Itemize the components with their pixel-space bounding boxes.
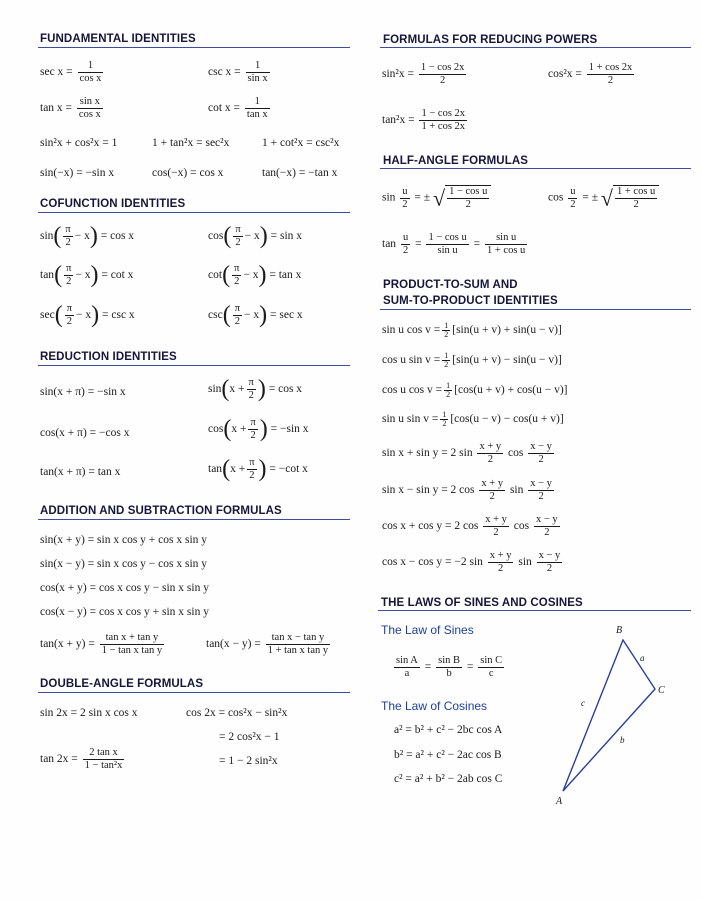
numerator: 1 xyxy=(444,321,449,330)
denominator: b xyxy=(436,667,462,680)
rhs: = sin x xyxy=(270,230,303,243)
sum-cos-minus-cos xyxy=(382,550,564,575)
rhs: = −cot x xyxy=(269,463,308,476)
fn-name: sec xyxy=(40,309,55,322)
formula-tan-half xyxy=(382,232,529,257)
identity-tan xyxy=(40,96,105,121)
numerator: π xyxy=(234,263,240,274)
tan-lhs: tan x = xyxy=(40,102,73,115)
denominator: sin x xyxy=(247,73,268,84)
denominator: 1 − tan²x xyxy=(84,760,123,771)
fraction-1 xyxy=(426,232,468,257)
equals-pm: = ± xyxy=(414,191,431,204)
rhs: [cos(u + v) + cos(u − v)] xyxy=(454,384,568,397)
sum-sin-plus-sin xyxy=(382,441,556,466)
heading-rule xyxy=(380,309,691,310)
lhs: tan(x − y) = xyxy=(206,638,261,651)
minus-x: − x xyxy=(244,230,260,243)
reduction-tan-half-pi: tan(x + $\frac{\pi}{2}$ ) = −cot x xyxy=(208,456,308,482)
product-sin-cos xyxy=(382,322,562,339)
numerator: u xyxy=(402,185,408,197)
denominator: 2 xyxy=(247,389,256,402)
lhs: tan 2x = xyxy=(40,753,78,766)
fn-name: cos xyxy=(208,423,224,436)
numerator: x − y xyxy=(538,550,561,561)
numerator: π xyxy=(250,417,256,428)
minus-x: − x xyxy=(76,309,92,322)
product-cos-sin xyxy=(382,352,562,369)
numerator: sin x xyxy=(79,96,100,107)
numerator: tan x + tan y xyxy=(105,632,159,643)
sum-cos-plus-cos xyxy=(382,514,562,539)
formula-cos-half xyxy=(548,185,659,211)
reduction-sin-pi: sin(x + π) = −sin x xyxy=(40,386,126,398)
fraction-2 xyxy=(485,232,527,257)
pythagorean-identity-1: sin²x + cos²x = 1 xyxy=(40,137,118,149)
pi-over-2 xyxy=(247,457,256,482)
cot-lhs: cot x = xyxy=(208,102,241,115)
vertex-label-b: B xyxy=(616,625,623,636)
heading-cofunction-identities: COFUNCTION IDENTITIES xyxy=(40,198,186,210)
denominator: 1 − tan x tan y xyxy=(101,645,163,656)
denominator: 2 xyxy=(233,315,242,328)
pi-over-2 xyxy=(232,263,241,288)
formula-sin-double: sin 2x = 2 sin x cos x xyxy=(40,707,138,719)
formula-sin-squared xyxy=(382,62,468,87)
denominator: 2 xyxy=(248,429,257,442)
fraction xyxy=(615,186,657,211)
denominator: sin u xyxy=(426,244,468,257)
formula-sin-half xyxy=(382,185,491,211)
identity-cot xyxy=(208,96,272,121)
numerator: π xyxy=(66,263,72,274)
law-of-sines-formula xyxy=(392,655,506,680)
lhs: tan²x = xyxy=(382,114,415,127)
fn-name: tan xyxy=(208,463,223,476)
numerator: x − y xyxy=(535,514,558,525)
identity-sec xyxy=(40,60,105,85)
numerator: 1 xyxy=(87,60,94,71)
formula-cos-diff: cos(x − y) = cos x cos y + sin x sin y xyxy=(40,606,209,618)
heading-sum-to-product: SUM-TO-PRODUCT IDENTITIES xyxy=(383,295,558,307)
numerator: x + y xyxy=(485,514,507,525)
numerator: sin C xyxy=(480,655,503,666)
heading-rule xyxy=(38,212,350,213)
denominator: 2 xyxy=(477,453,503,466)
pi-over-2 xyxy=(64,263,73,288)
cofunction-sec: sec( $\frac{\pi}{2}$ − x) = csc x xyxy=(40,302,135,328)
x-plus: x + xyxy=(230,463,246,476)
sqrt: √ $\frac{\text{1 + cos u}}{2}$ xyxy=(601,185,659,211)
sec-fraction xyxy=(78,60,104,85)
numerator: 1 xyxy=(444,351,449,360)
numerator: 1 + cos u xyxy=(616,186,656,197)
fraction-a xyxy=(394,655,420,680)
subheading-law-of-sines: The Law of Sines xyxy=(381,623,474,637)
law-of-cosines-c: c² = a² + b² − 2ab cos C xyxy=(394,773,503,785)
fraction xyxy=(587,62,635,87)
pythagorean-identity-3: 1 + cot²x = csc²x xyxy=(262,137,340,149)
denominator: cos x xyxy=(79,73,102,84)
lhs: tan(x + y) = xyxy=(40,638,95,651)
fraction xyxy=(479,478,505,503)
lhs: cos²x = xyxy=(548,68,582,81)
formula-tan-diff xyxy=(206,632,332,657)
sec-lhs: sec x = xyxy=(40,66,73,79)
numerator: π xyxy=(249,457,255,468)
lhs: sin²x = xyxy=(382,68,414,81)
equals: = xyxy=(415,238,422,251)
numerator: 1 − cos u xyxy=(449,186,488,197)
numerator: sin B xyxy=(438,655,461,666)
rhs: = cos x xyxy=(100,230,135,243)
fraction xyxy=(537,550,563,575)
cofunction-sin: sin( $\frac{\pi}{2}$ − x) = cos x xyxy=(40,223,135,249)
fraction-b xyxy=(436,655,462,680)
numerator: 1 xyxy=(446,381,451,390)
rhs: = tan x xyxy=(269,269,302,282)
subheading-law-of-cosines: The Law of Cosines xyxy=(381,699,488,713)
pi-over-2 xyxy=(233,224,242,249)
even-identity-cos: cos(−x) = cos x xyxy=(152,167,224,179)
mid: sin xyxy=(518,556,532,569)
numerator: π xyxy=(65,224,71,235)
mid: sin xyxy=(509,484,524,497)
fraction xyxy=(488,550,514,575)
rhs: [sin(u + v) − sin(u − v)] xyxy=(452,354,562,367)
formula-sin-sum: sin(x + y) = sin x cos y + cos x sin y xyxy=(40,534,208,546)
formula-tan-squared xyxy=(382,108,469,133)
heading-half-angle: HALF-ANGLE FORMULAS xyxy=(383,155,528,167)
fraction xyxy=(534,514,560,539)
numerator: 1 − cos u xyxy=(428,232,467,243)
formula-cos-squared xyxy=(548,62,636,87)
denominator: a xyxy=(394,667,420,680)
numerator: 1 + cos 2x xyxy=(588,62,633,73)
formula-tan-double xyxy=(40,747,126,772)
denominator: 2 xyxy=(488,562,514,575)
fn-name: csc xyxy=(208,309,223,322)
equals: = xyxy=(424,661,432,674)
denominator: 1 + cos u xyxy=(486,245,526,256)
pi-over-2 xyxy=(233,303,242,328)
heading-rule xyxy=(38,365,350,366)
fraction xyxy=(419,108,467,133)
numerator: 1 xyxy=(254,96,260,107)
denominator: 2 xyxy=(446,390,451,399)
formula-cos-double-1: cos 2x = cos²x − sin²x xyxy=(186,707,288,719)
heading-reduction-identities: REDUCTION IDENTITIES xyxy=(40,351,177,363)
numerator: u xyxy=(402,232,409,243)
cofunction-csc: csc( $\frac{\pi}{2}$ − x) = sec x xyxy=(208,302,303,328)
fraction-c xyxy=(478,655,504,680)
pythagorean-identity-2: 1 + tan²x = sec²x xyxy=(152,137,230,149)
rhs: [sin(u + v) + sin(u − v)] xyxy=(452,324,562,337)
heading-laws-sines-cosines: THE LAWS OF SINES AND COSINES xyxy=(381,597,583,609)
numerator: 1 − cos 2x xyxy=(421,108,466,119)
heading-double-angle: DOUBLE-ANGLE FORMULAS xyxy=(40,678,204,690)
denominator: 2 xyxy=(65,315,74,328)
heading-rule xyxy=(378,610,691,611)
minus-x: − x xyxy=(243,269,259,282)
csc-fraction xyxy=(246,60,270,85)
denominator: 2 xyxy=(64,275,73,288)
pi-over-2 xyxy=(248,417,257,442)
one-half xyxy=(440,411,448,428)
lhs: cos x − cos y = −2 sin xyxy=(382,556,483,569)
odd-identity-sin: sin(−x) = −sin x xyxy=(40,167,115,179)
numerator: x − y xyxy=(530,441,552,452)
denominator: 2 xyxy=(442,419,447,428)
fn-name: cos xyxy=(208,230,224,243)
numerator: sin A xyxy=(396,655,418,666)
denominator: 2 xyxy=(528,453,554,466)
denominator: 2 xyxy=(483,526,509,539)
fn-name: tan xyxy=(382,238,397,251)
product-cos-cos xyxy=(382,382,568,399)
side-label-b: b xyxy=(620,735,625,745)
denominator: 2 xyxy=(419,74,467,87)
numerator: 1 − cos 2x xyxy=(420,62,465,73)
heading-rule xyxy=(38,519,350,520)
equals: = xyxy=(466,661,474,674)
pi-over-2 xyxy=(247,377,256,402)
lhs: sin u sin v = xyxy=(382,413,439,426)
rhs: = cos x xyxy=(268,383,303,396)
numerator: π xyxy=(66,303,72,314)
heading-reducing-powers: FORMULAS FOR REDUCING POWERS xyxy=(383,34,598,46)
minus-x: − x xyxy=(75,269,91,282)
numerator: π xyxy=(235,224,241,235)
minus-x: − x xyxy=(244,309,260,322)
one-half xyxy=(442,352,450,369)
fraction xyxy=(528,478,554,503)
vertex-label-a: A xyxy=(556,796,563,807)
formula-cos-double-2: = 2 cos²x − 1 xyxy=(219,731,280,743)
mid: cos xyxy=(508,447,524,460)
lhs: cos u cos v = xyxy=(382,384,443,397)
side-label-a: a xyxy=(640,653,645,663)
csc-lhs: csc x = xyxy=(208,66,241,79)
heading-rule xyxy=(38,47,350,48)
denominator: 2 xyxy=(587,74,635,87)
denominator: 2 xyxy=(537,562,563,575)
formula-sin-diff: sin(x − y) = sin x cos y − cos x sin y xyxy=(40,558,208,570)
one-half xyxy=(442,322,450,339)
denominator: 2 xyxy=(402,198,408,210)
denominator: 1 + cos 2x xyxy=(421,121,466,132)
pi-over-2 xyxy=(63,224,72,249)
x-plus: x + xyxy=(229,383,245,396)
denominator: 2 xyxy=(479,490,505,503)
fraction xyxy=(477,441,503,466)
denominator: cos x xyxy=(78,109,101,120)
formula-tan-sum xyxy=(40,632,166,657)
reduction-sin-half-pi: sin(x + $\frac{\pi}{2}$ ) = cos x xyxy=(208,376,303,402)
triangle-diagram xyxy=(548,620,678,810)
denominator: 2 xyxy=(402,245,409,256)
denominator: 2 xyxy=(233,236,242,249)
one-half xyxy=(444,382,452,399)
lhs: sin u cos v = xyxy=(382,324,441,337)
fraction xyxy=(100,632,164,657)
denominator: 2 xyxy=(570,198,576,210)
cofunction-cot: cot( $\frac{\pi}{2}$ − x) = tan x xyxy=(208,262,302,288)
rhs: = −sin x xyxy=(270,423,309,436)
lhs: sin x − sin y = 2 cos xyxy=(382,484,475,497)
equals: = xyxy=(473,238,481,251)
denominator: 2 xyxy=(444,330,449,339)
numerator: x + y xyxy=(489,550,512,561)
mid: cos xyxy=(513,520,530,533)
lhs: sin x + sin y = 2 sin xyxy=(382,447,473,460)
numerator: π xyxy=(248,377,254,388)
fn-name: sin xyxy=(382,191,396,204)
minus-x: − x xyxy=(74,230,90,243)
heading-fundamental-identities: FUNDAMENTAL IDENTITIES xyxy=(40,33,196,45)
u-over-2 xyxy=(401,232,410,257)
rhs: = cot x xyxy=(101,269,134,282)
denominator: tan x xyxy=(246,109,268,120)
numerator: 1 xyxy=(254,60,261,71)
fraction xyxy=(483,514,509,539)
cofunction-cos: cos( $\frac{\pi}{2}$ − x) = sin x xyxy=(208,223,303,249)
denominator: 2 xyxy=(534,526,560,539)
u-over-2 xyxy=(568,186,577,211)
fraction xyxy=(83,747,125,772)
denominator: 2 xyxy=(232,275,241,288)
sum-sin-minus-sin xyxy=(382,478,556,503)
rhs: [cos(u − v) − cos(u + v)] xyxy=(450,413,564,426)
side-label-c: c xyxy=(581,698,585,708)
identity-csc xyxy=(208,60,272,85)
denominator: 2 xyxy=(63,236,72,249)
heading-product-to-sum: PRODUCT-TO-SUM AND xyxy=(383,279,518,291)
reduction-cos-half-pi: cos(x + $\frac{\pi}{2}$ ) = −sin x xyxy=(208,416,309,442)
numerator: tan x − tan y xyxy=(271,632,325,643)
u-over-2 xyxy=(400,186,409,211)
x-plus: x + xyxy=(231,423,247,436)
sqrt: √ $\frac{\text{1 − cos u}}{2}$ xyxy=(433,185,491,211)
numerator: x − y xyxy=(530,478,552,489)
reduction-cos-pi: cos(x + π) = −cos x xyxy=(40,427,130,439)
law-of-cosines-a: a² = b² + c² − 2bc cos A xyxy=(394,724,503,736)
law-of-cosines-b: b² = a² + c² − 2ac cos B xyxy=(394,749,502,761)
numerator: x + y xyxy=(481,478,504,489)
reduction-tan-pi: tan(x + π) = tan x xyxy=(40,466,121,478)
denominator: c xyxy=(478,667,504,680)
formula-cos-double-3: = 1 − 2 sin²x xyxy=(219,755,278,767)
heading-rule xyxy=(380,47,691,48)
numerator: 1 xyxy=(442,410,447,419)
rhs: = csc x xyxy=(102,309,135,322)
tan-fraction xyxy=(77,96,103,121)
fraction xyxy=(266,632,330,657)
fraction xyxy=(447,186,489,211)
numerator: u xyxy=(570,185,576,197)
numerator: π xyxy=(234,303,240,314)
cofunction-tan: tan( $\frac{\pi}{2}$ − x) = cot x xyxy=(40,262,134,288)
rhs: = sec x xyxy=(270,309,303,322)
fn-name: sin xyxy=(40,230,54,243)
denominator: 1 + tan x tan y xyxy=(267,645,329,656)
equals-pm: = ± xyxy=(582,191,599,204)
pi-over-2 xyxy=(65,303,74,328)
denominator: 2 xyxy=(444,360,449,369)
numerator: 2 tan x xyxy=(89,747,118,758)
fraction xyxy=(419,62,467,87)
denominator: 2 xyxy=(615,198,657,211)
denominator: 2 xyxy=(247,469,256,482)
heading-rule xyxy=(380,168,691,169)
denominator: 2 xyxy=(528,490,554,503)
cot-fraction xyxy=(245,96,270,121)
numerator: sin u xyxy=(496,232,517,243)
fn-name: sin xyxy=(208,383,222,396)
lhs: cos u sin v = xyxy=(382,354,441,367)
fraction xyxy=(528,441,554,466)
fn-name: cos xyxy=(548,191,564,204)
vertex-label-c: C xyxy=(658,685,665,696)
odd-identity-tan: tan(−x) = −tan x xyxy=(262,167,338,179)
fn-name: cot xyxy=(208,269,223,282)
product-sin-sin xyxy=(382,411,564,428)
lhs: cos x + cos y = 2 cos xyxy=(382,520,479,533)
heading-addition-subtraction: ADDITION AND SUBTRACTION FORMULAS xyxy=(40,505,282,517)
numerator: x + y xyxy=(479,441,502,452)
heading-rule xyxy=(38,692,350,693)
denominator: 2 xyxy=(447,198,489,211)
formula-cos-sum: cos(x + y) = cos x cos y − sin x sin y xyxy=(40,582,209,594)
fn-name: tan xyxy=(40,269,55,282)
